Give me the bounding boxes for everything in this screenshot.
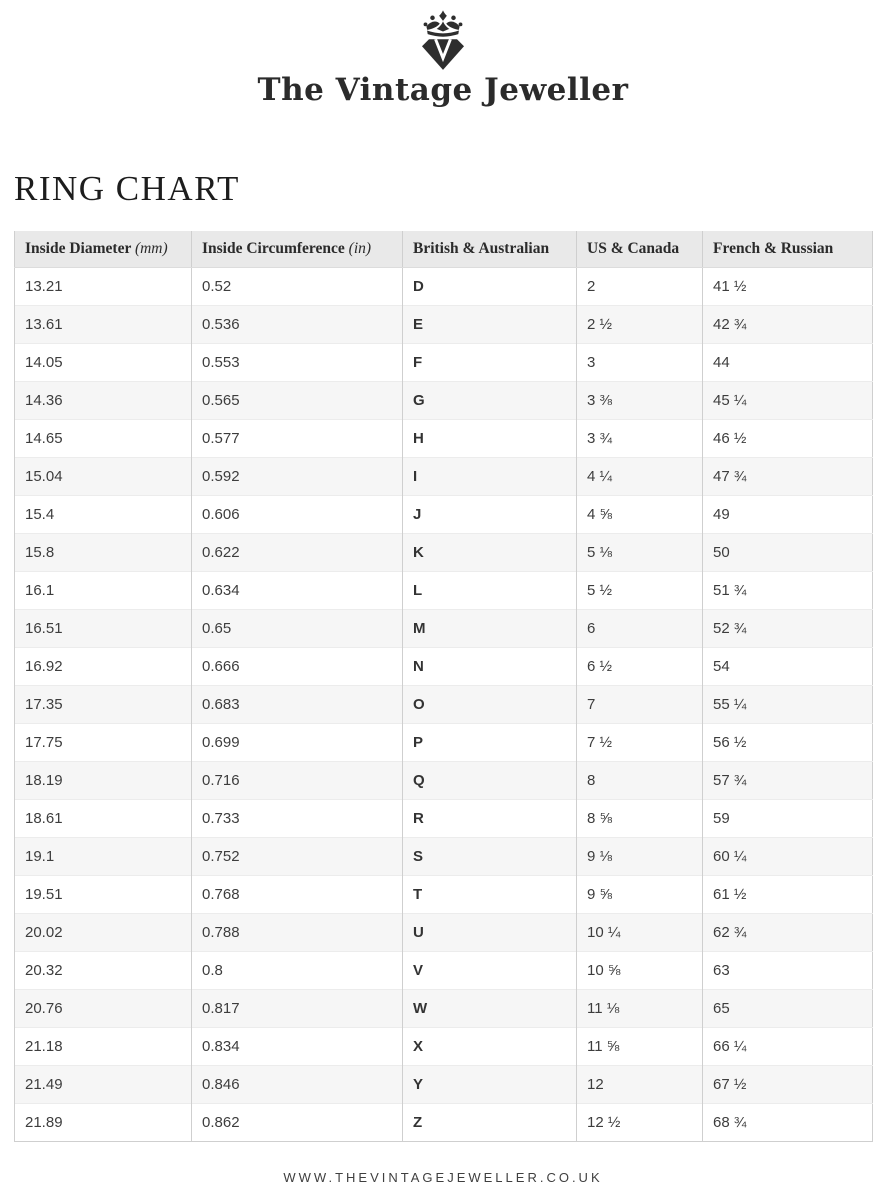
cell-british-australian: O <box>403 685 577 723</box>
ring-size-row <box>15 685 873 723</box>
cell-inside-diameter-mm: 15.4 <box>15 495 192 533</box>
col-header-inside-diameter: Inside Diameter (mm) <box>15 231 192 268</box>
crown-diamond-icon <box>415 10 471 72</box>
cell-us-canada: 10 ¼ <box>577 913 703 951</box>
cell-french-russian: 60 ¼ <box>703 837 873 875</box>
cell-british-australian: D <box>403 267 577 305</box>
cell-inside-diameter-mm: 14.36 <box>15 381 192 419</box>
ring-size-row <box>15 495 873 533</box>
cell-french-russian: 68 ¾ <box>703 1103 873 1141</box>
ring-size-row <box>15 913 873 951</box>
ring-size-row <box>15 533 873 571</box>
cell-us-canada: 2 <box>577 267 703 305</box>
cell-us-canada: 7 ½ <box>577 723 703 761</box>
cell-french-russian: 63 <box>703 951 873 989</box>
cell-french-russian: 44 <box>703 343 873 381</box>
cell-us-canada: 5 ⅛ <box>577 533 703 571</box>
cell-british-australian: F <box>403 343 577 381</box>
cell-british-australian: R <box>403 799 577 837</box>
cell-inside-circumference-in: 0.65 <box>192 609 403 647</box>
cell-british-australian: L <box>403 571 577 609</box>
cell-british-australian: X <box>403 1027 577 1065</box>
website-url: WWW.THEVINTAGEJEWELLER.CO.UK <box>283 1169 603 1185</box>
cell-french-russian: 56 ½ <box>703 723 873 761</box>
cell-british-australian: I <box>403 457 577 495</box>
cell-inside-diameter-mm: 20.76 <box>15 989 192 1027</box>
ring-size-row <box>15 457 873 495</box>
cell-british-australian: V <box>403 951 577 989</box>
ring-size-row <box>15 267 873 305</box>
cell-inside-diameter-mm: 19.51 <box>15 875 192 913</box>
ring-size-row <box>15 799 873 837</box>
cell-french-russian: 51 ¾ <box>703 571 873 609</box>
ring-size-row <box>15 761 873 799</box>
cell-british-australian: M <box>403 609 577 647</box>
cell-us-canada: 2 ½ <box>577 305 703 343</box>
cell-inside-diameter-mm: 18.61 <box>15 799 192 837</box>
ring-size-row <box>15 381 873 419</box>
cell-us-canada: 11 ⅛ <box>577 989 703 1027</box>
cell-french-russian: 42 ¾ <box>703 305 873 343</box>
cell-us-canada: 6 ½ <box>577 647 703 685</box>
cell-inside-diameter-mm: 21.18 <box>15 1027 192 1065</box>
cell-french-russian: 62 ¾ <box>703 913 873 951</box>
cell-british-australian: Y <box>403 1065 577 1103</box>
cell-inside-diameter-mm: 13.61 <box>15 305 192 343</box>
cell-inside-circumference-in: 0.536 <box>192 305 403 343</box>
cell-inside-diameter-mm: 20.02 <box>15 913 192 951</box>
cell-inside-diameter-mm: 14.05 <box>15 343 192 381</box>
col-header-french-russian: French & Russian <box>703 231 873 268</box>
ring-size-row <box>15 989 873 1027</box>
brand-name: The Vintage Jeweller <box>257 72 629 108</box>
brand-logo <box>0 0 886 107</box>
cell-us-canada: 8 <box>577 761 703 799</box>
cell-french-russian: 45 ¼ <box>703 381 873 419</box>
cell-us-canada: 3 ¾ <box>577 419 703 457</box>
cell-us-canada: 6 <box>577 609 703 647</box>
cell-french-russian: 67 ½ <box>703 1065 873 1103</box>
cell-british-australian: K <box>403 533 577 571</box>
cell-us-canada: 10 ⅝ <box>577 951 703 989</box>
cell-inside-diameter-mm: 15.04 <box>15 457 192 495</box>
cell-us-canada: 9 ⅝ <box>577 875 703 913</box>
cell-us-canada: 8 ⅝ <box>577 799 703 837</box>
cell-inside-circumference-in: 0.834 <box>192 1027 403 1065</box>
cell-inside-diameter-mm: 18.19 <box>15 761 192 799</box>
cell-french-russian: 66 ¼ <box>703 1027 873 1065</box>
ring-size-row <box>15 951 873 989</box>
cell-british-australian: Z <box>403 1103 577 1141</box>
cell-inside-circumference-in: 0.768 <box>192 875 403 913</box>
cell-french-russian: 50 <box>703 533 873 571</box>
ring-size-row <box>15 723 873 761</box>
cell-inside-circumference-in: 0.846 <box>192 1065 403 1103</box>
cell-inside-diameter-mm: 17.35 <box>15 685 192 723</box>
cell-us-canada: 12 <box>577 1065 703 1103</box>
cell-inside-circumference-in: 0.716 <box>192 761 403 799</box>
cell-us-canada: 11 ⅝ <box>577 1027 703 1065</box>
ring-size-table <box>14 231 873 1142</box>
ring-size-row <box>15 837 873 875</box>
cell-inside-circumference-in: 0.553 <box>192 343 403 381</box>
table-header-row <box>15 231 873 268</box>
cell-inside-circumference-in: 0.699 <box>192 723 403 761</box>
cell-inside-circumference-in: 0.606 <box>192 495 403 533</box>
cell-british-australian: E <box>403 305 577 343</box>
cell-inside-diameter-mm: 13.21 <box>15 267 192 305</box>
ring-size-row <box>15 1065 873 1103</box>
cell-us-canada: 5 ½ <box>577 571 703 609</box>
cell-british-australian: G <box>403 381 577 419</box>
cell-french-russian: 52 ¾ <box>703 609 873 647</box>
cell-inside-diameter-mm: 14.65 <box>15 419 192 457</box>
cell-us-canada: 4 ⅝ <box>577 495 703 533</box>
cell-inside-circumference-in: 0.634 <box>192 571 403 609</box>
cell-inside-diameter-mm: 19.1 <box>15 837 192 875</box>
ring-size-row <box>15 1103 873 1141</box>
cell-french-russian: 54 <box>703 647 873 685</box>
cell-british-australian: Q <box>403 761 577 799</box>
ring-size-row <box>15 875 873 913</box>
cell-us-canada: 4 ¼ <box>577 457 703 495</box>
cell-inside-circumference-in: 0.577 <box>192 419 403 457</box>
cell-inside-circumference-in: 0.52 <box>192 267 403 305</box>
cell-inside-circumference-in: 0.752 <box>192 837 403 875</box>
cell-us-canada: 7 <box>577 685 703 723</box>
cell-british-australian: S <box>403 837 577 875</box>
cell-inside-diameter-mm: 16.92 <box>15 647 192 685</box>
cell-inside-circumference-in: 0.8 <box>192 951 403 989</box>
ring-size-row <box>15 305 873 343</box>
cell-british-australian: H <box>403 419 577 457</box>
cell-french-russian: 57 ¾ <box>703 761 873 799</box>
ring-size-row <box>15 1027 873 1065</box>
cell-french-russian: 41 ½ <box>703 267 873 305</box>
cell-french-russian: 61 ½ <box>703 875 873 913</box>
cell-us-canada: 3 <box>577 343 703 381</box>
cell-inside-circumference-in: 0.862 <box>192 1103 403 1141</box>
cell-inside-circumference-in: 0.788 <box>192 913 403 951</box>
cell-british-australian: N <box>403 647 577 685</box>
col-header-us-canada: US & Canada <box>577 231 703 268</box>
cell-inside-diameter-mm: 20.32 <box>15 951 192 989</box>
ring-size-row <box>15 343 873 381</box>
cell-french-russian: 65 <box>703 989 873 1027</box>
cell-us-canada: 9 ⅛ <box>577 837 703 875</box>
cell-british-australian: W <box>403 989 577 1027</box>
cell-inside-circumference-in: 0.817 <box>192 989 403 1027</box>
cell-british-australian: T <box>403 875 577 913</box>
cell-inside-circumference-in: 0.565 <box>192 381 403 419</box>
cell-french-russian: 49 <box>703 495 873 533</box>
cell-inside-circumference-in: 0.622 <box>192 533 403 571</box>
cell-inside-diameter-mm: 21.89 <box>15 1103 192 1141</box>
cell-british-australian: P <box>403 723 577 761</box>
ring-size-row <box>15 419 873 457</box>
cell-french-russian: 46 ½ <box>703 419 873 457</box>
page-title: RING CHART <box>14 168 240 208</box>
cell-us-canada: 12 ½ <box>577 1103 703 1141</box>
cell-french-russian: 59 <box>703 799 873 837</box>
cell-inside-diameter-mm: 16.51 <box>15 609 192 647</box>
ring-size-row <box>15 647 873 685</box>
cell-inside-diameter-mm: 15.8 <box>15 533 192 571</box>
cell-us-canada: 3 ⅜ <box>577 381 703 419</box>
ring-size-row <box>15 609 873 647</box>
cell-inside-diameter-mm: 17.75 <box>15 723 192 761</box>
cell-french-russian: 55 ¼ <box>703 685 873 723</box>
cell-inside-circumference-in: 0.666 <box>192 647 403 685</box>
col-header-inside-circumference: Inside Circumference (in) <box>192 231 403 268</box>
col-header-british-australian: British & Australian <box>403 231 577 268</box>
cell-british-australian: U <box>403 913 577 951</box>
cell-inside-circumference-in: 0.592 <box>192 457 403 495</box>
cell-inside-circumference-in: 0.683 <box>192 685 403 723</box>
cell-inside-circumference-in: 0.733 <box>192 799 403 837</box>
cell-french-russian: 47 ¾ <box>703 457 873 495</box>
ring-size-row <box>15 571 873 609</box>
cell-inside-diameter-mm: 16.1 <box>15 571 192 609</box>
cell-inside-diameter-mm: 21.49 <box>15 1065 192 1103</box>
table-body <box>15 267 873 1141</box>
cell-british-australian: J <box>403 495 577 533</box>
